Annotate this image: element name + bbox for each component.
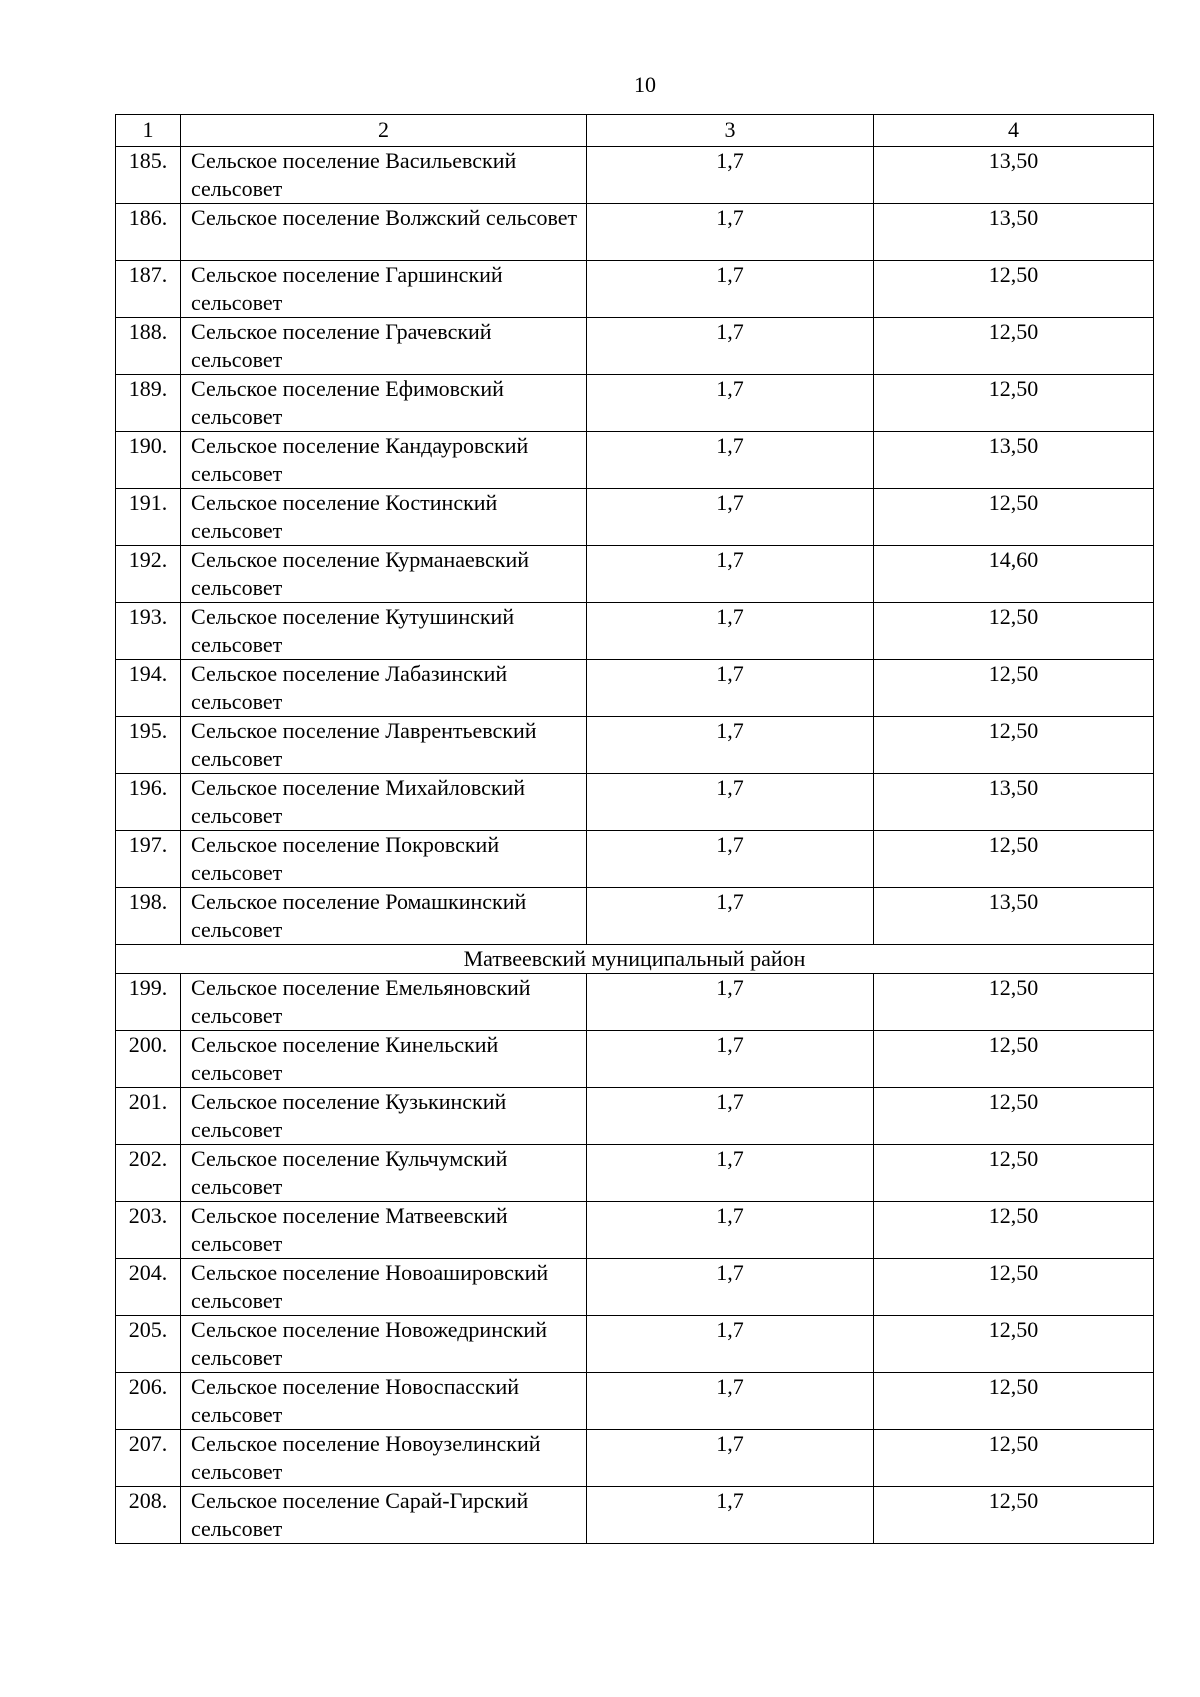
settlement-name: Сельское поселение Емельяновский сельсовет: [181, 974, 587, 1031]
settlement-name: Сельское поселение Волжский сельсовет: [181, 204, 587, 261]
table-row: [116, 1202, 1154, 1259]
rate-value: 12,50: [874, 974, 1154, 1031]
rate-value: 12,50: [874, 660, 1154, 717]
column-header-3: 3: [587, 115, 874, 147]
coefficient-value: 1,7: [587, 432, 874, 489]
settlement-name: Сельское поселение Васильевский сельсовет: [181, 147, 587, 204]
row-number: 196.: [116, 774, 181, 831]
column-header-2: 2: [181, 115, 587, 147]
coefficient-value: 1,7: [587, 204, 874, 261]
coefficient-value: 1,7: [587, 1145, 874, 1202]
settlement-name: Сельское поселение Новоузелинский сельсовет: [181, 1430, 587, 1487]
settlement-name: Сельское поселение Сарай-Гирский сельсовет: [181, 1487, 587, 1544]
settlement-name: Сельское поселение Кутушинский сельсовет: [181, 603, 587, 660]
settlements-table: [115, 114, 1154, 1544]
settlement-name: Сельское поселение Михайловский сельсовет: [181, 774, 587, 831]
table-row: [116, 1373, 1154, 1430]
row-number: 185.: [116, 147, 181, 204]
settlement-name: Сельское поселение Гаршинский сельсовет: [181, 261, 587, 318]
rate-value: 13,50: [874, 432, 1154, 489]
rate-value: 12,50: [874, 717, 1154, 774]
table-row: [116, 1259, 1154, 1316]
settlement-name: Сельское поселение Грачевский сельсовет: [181, 318, 587, 375]
coefficient-value: 1,7: [587, 603, 874, 660]
row-number: 191.: [116, 489, 181, 546]
table-row: [116, 831, 1154, 888]
row-number: 193.: [116, 603, 181, 660]
rate-value: 12,50: [874, 318, 1154, 375]
settlement-name: Сельское поселение Новоспасский сельсовет: [181, 1373, 587, 1430]
rate-value: 12,50: [874, 375, 1154, 432]
row-number: 189.: [116, 375, 181, 432]
table-row: [116, 204, 1154, 261]
rate-value: 12,50: [874, 489, 1154, 546]
coefficient-value: 1,7: [587, 1316, 874, 1373]
settlement-name: Сельское поселение Кульчумский сельсовет: [181, 1145, 587, 1202]
row-number: 186.: [116, 204, 181, 261]
row-number: 200.: [116, 1031, 181, 1088]
table-row: [116, 489, 1154, 546]
coefficient-value: 1,7: [587, 261, 874, 318]
table-row: [116, 974, 1154, 1031]
table-row: [116, 603, 1154, 660]
rate-value: 12,50: [874, 261, 1154, 318]
settlement-name: Сельское поселение Курманаевский сельсовет: [181, 546, 587, 603]
rate-value: 13,50: [874, 774, 1154, 831]
settlement-name: Сельское поселение Лабазинский сельсовет: [181, 660, 587, 717]
settlement-name: Сельское поселение Матвеевский сельсовет: [181, 1202, 587, 1259]
settlement-name: Сельское поселение Кандауровский сельсовет: [181, 432, 587, 489]
coefficient-value: 1,7: [587, 1430, 874, 1487]
coefficient-value: 1,7: [587, 717, 874, 774]
rate-value: 13,50: [874, 888, 1154, 945]
coefficient-value: 1,7: [587, 1487, 874, 1544]
table-row: [116, 717, 1154, 774]
column-header-4: 4: [874, 115, 1154, 147]
settlement-name: Сельское поселение Ефимовский сельсовет: [181, 375, 587, 432]
rate-value: 12,50: [874, 1373, 1154, 1430]
rate-value: 12,50: [874, 1145, 1154, 1202]
coefficient-value: 1,7: [587, 318, 874, 375]
coefficient-value: 1,7: [587, 974, 874, 1031]
row-number: 187.: [116, 261, 181, 318]
coefficient-value: 1,7: [587, 147, 874, 204]
table-row: [116, 432, 1154, 489]
row-number: 199.: [116, 974, 181, 1031]
row-number: 202.: [116, 1145, 181, 1202]
rate-value: 14,60: [874, 546, 1154, 603]
table-row: [116, 318, 1154, 375]
coefficient-value: 1,7: [587, 1088, 874, 1145]
coefficient-value: 1,7: [587, 375, 874, 432]
rate-value: 13,50: [874, 204, 1154, 261]
coefficient-value: 1,7: [587, 1259, 874, 1316]
row-number: 198.: [116, 888, 181, 945]
coefficient-value: 1,7: [587, 1031, 874, 1088]
row-number: 201.: [116, 1088, 181, 1145]
row-number: 197.: [116, 831, 181, 888]
coefficient-value: 1,7: [587, 489, 874, 546]
table-header-row: [116, 115, 1154, 147]
row-number: 203.: [116, 1202, 181, 1259]
table-row: [116, 1145, 1154, 1202]
rate-value: 12,50: [874, 1031, 1154, 1088]
coefficient-value: 1,7: [587, 1373, 874, 1430]
coefficient-value: 1,7: [587, 888, 874, 945]
section-title: Матвеевский муниципальный район: [116, 945, 1154, 974]
coefficient-value: 1,7: [587, 831, 874, 888]
row-number: 204.: [116, 1259, 181, 1316]
settlement-name: Сельское поселение Лаврентьевский сельсовет: [181, 717, 587, 774]
coefficient-value: 1,7: [587, 546, 874, 603]
row-number: 208.: [116, 1487, 181, 1544]
column-header-1: 1: [116, 115, 181, 147]
table-row: [116, 1430, 1154, 1487]
settlement-name: Сельское поселение Кинельский сельсовет: [181, 1031, 587, 1088]
rate-value: 12,50: [874, 1487, 1154, 1544]
table-row: [116, 546, 1154, 603]
settlement-name: Сельское поселение Новоашировский сельсовет: [181, 1259, 587, 1316]
row-number: 205.: [116, 1316, 181, 1373]
row-number: 190.: [116, 432, 181, 489]
rate-value: 13,50: [874, 147, 1154, 204]
settlement-name: Сельское поселение Кузькинский сельсовет: [181, 1088, 587, 1145]
table-row: [116, 375, 1154, 432]
coefficient-value: 1,7: [587, 774, 874, 831]
table-body: [116, 115, 1154, 1544]
rate-value: 12,50: [874, 1088, 1154, 1145]
table-row: [116, 774, 1154, 831]
rate-value: 12,50: [874, 1430, 1154, 1487]
row-number: 188.: [116, 318, 181, 375]
table-row: [116, 660, 1154, 717]
row-number: 207.: [116, 1430, 181, 1487]
table-row: [116, 1487, 1154, 1544]
table-row: [116, 1088, 1154, 1145]
rate-value: 12,50: [874, 603, 1154, 660]
table-row: [116, 888, 1154, 945]
row-number: 192.: [116, 546, 181, 603]
settlement-name: Сельское поселение Новожедринский сельсовет: [181, 1316, 587, 1373]
rate-value: 12,50: [874, 1316, 1154, 1373]
rate-value: 12,50: [874, 831, 1154, 888]
coefficient-value: 1,7: [587, 1202, 874, 1259]
rate-value: 12,50: [874, 1202, 1154, 1259]
table-row: [116, 261, 1154, 318]
table-row: [116, 1031, 1154, 1088]
row-number: 194.: [116, 660, 181, 717]
row-number: 206.: [116, 1373, 181, 1430]
table-row: [116, 1316, 1154, 1373]
settlement-name: Сельское поселение Покровский сельсовет: [181, 831, 587, 888]
table-row: [116, 147, 1154, 204]
settlement-name: Сельское поселение Ромашкинский сельсовет: [181, 888, 587, 945]
coefficient-value: 1,7: [587, 660, 874, 717]
page-number: 10: [634, 72, 656, 97]
section-header-row: [116, 945, 1154, 974]
settlement-name: Сельское поселение Костинский сельсовет: [181, 489, 587, 546]
row-number: 195.: [116, 717, 181, 774]
rate-value: 12,50: [874, 1259, 1154, 1316]
